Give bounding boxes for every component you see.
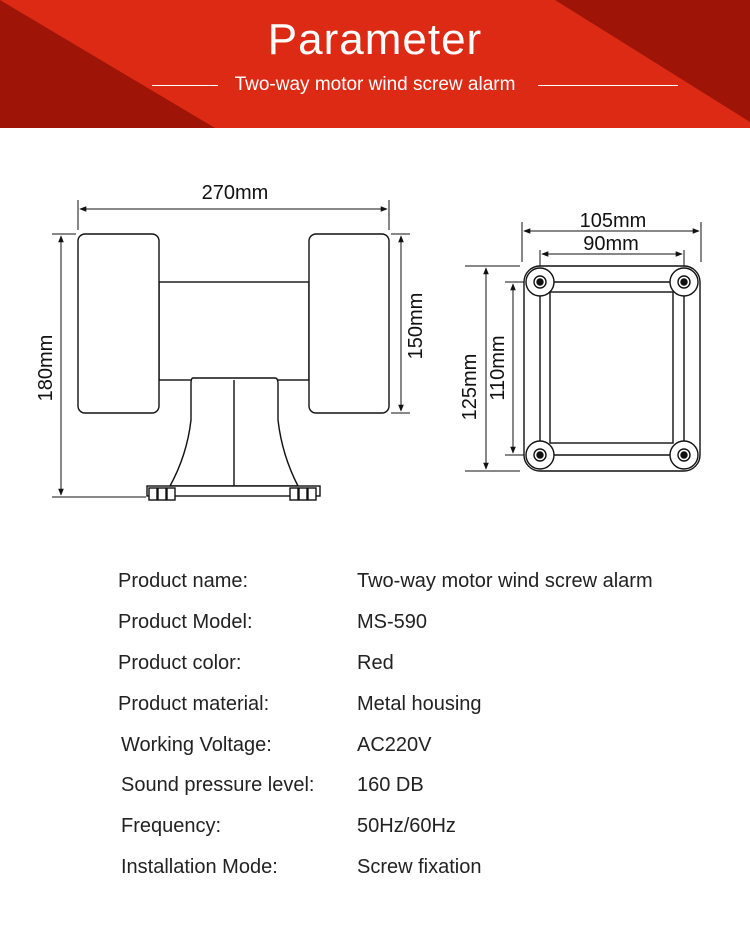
spec-row [0,766,750,806]
page-subtitle: Two-way motor wind screw alarm [234,74,516,95]
spec-label: Working Voltage: [121,734,272,756]
spec-value: Metal housing [357,693,482,715]
spec-value: Screw fixation [357,856,482,878]
spec-label: Product name: [118,570,249,592]
left-speaker [78,234,159,413]
foot-bolt [290,488,298,500]
foot-bolt [149,488,157,500]
motor-body [159,282,309,380]
base-outer-height-label: 125mm [459,353,481,421]
base-inner-width-label: 90mm [583,233,639,255]
spec-row [0,726,750,766]
spec-value: Red [357,652,394,674]
header-banner [0,0,750,128]
base-outer-width-label: 105mm [579,210,647,232]
spec-row [0,603,750,643]
spec-label: Sound pressure level: [121,774,315,796]
spec-row [0,807,750,847]
spec-row [0,685,750,725]
spec-value: 160 DB [357,774,424,796]
foot-bolt [167,488,175,500]
subtitle-row [0,72,750,98]
spec-value: AC220V [357,734,432,756]
spec-row [0,644,750,684]
front-view [52,200,410,500]
spec-label: Product color: [118,652,242,674]
spec-value: Two-way motor wind screw alarm [357,570,653,592]
spec-value: MS-590 [357,611,428,633]
subtitle-divider-right [538,85,678,86]
spec-label: Product material: [118,693,270,715]
speaker-height-label: 150mm [405,292,427,360]
spec-row [0,562,750,602]
front-width-label: 270mm [201,182,269,204]
spec-label: Installation Mode: [121,856,278,878]
front-height-label: 180mm [35,334,57,402]
spec-label: Frequency: [121,815,222,837]
base-inner-frame [550,292,673,443]
base-inner-height-label: 110mm [487,335,509,401]
page-title: Parameter [267,15,483,64]
spec-value: 50Hz/60Hz [357,815,456,837]
foot-bolt [158,488,166,500]
spec-row [0,848,750,888]
dimension-drawing [0,150,750,530]
foot-bolt [299,488,307,500]
spec-label: Product Model: [118,611,253,633]
foot-bolt [308,488,316,500]
right-speaker [309,234,389,413]
